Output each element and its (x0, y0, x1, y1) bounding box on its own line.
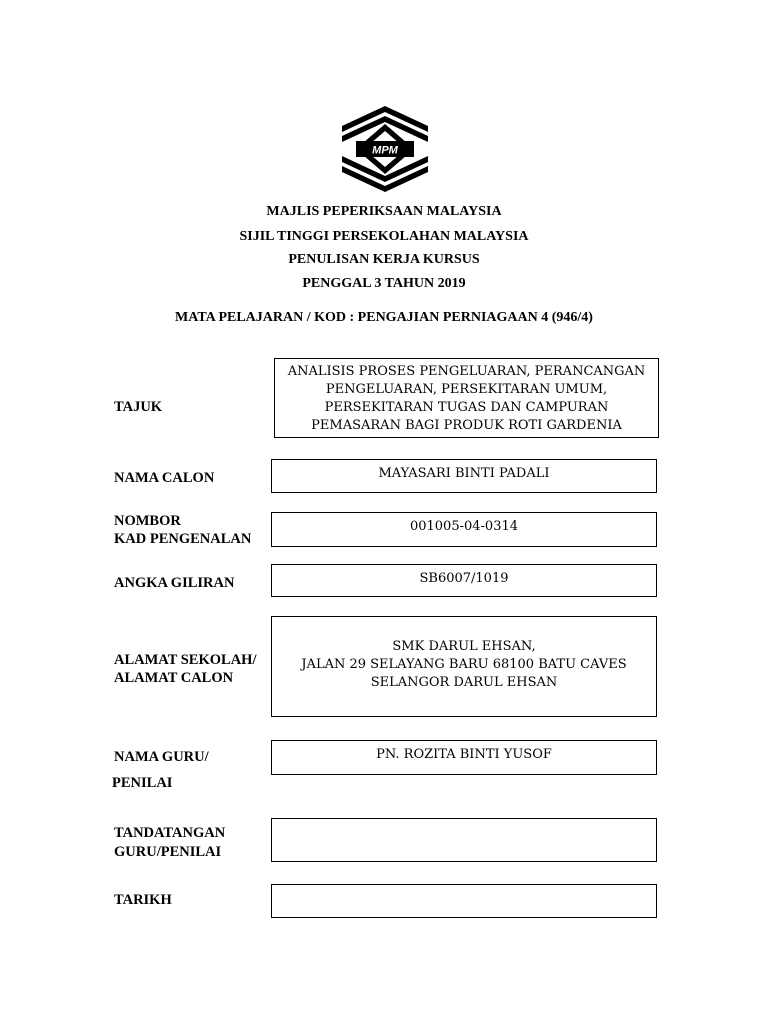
nama-calon-box (271, 459, 657, 493)
penilai-label: PENILAI (112, 775, 173, 791)
alamat-sekolah-label: ALAMAT SEKOLAH/ (114, 652, 257, 668)
tajuk-line-4: PEMASARAN BAGI PRODUK ROTI GARDENIA (311, 418, 622, 433)
tarikh-label: TARIKH (114, 892, 172, 908)
tandatangan-box (271, 818, 657, 862)
header-line-2: SIJIL TINGGI PERSEKOLAHAN MALAYSIA (239, 229, 529, 244)
nama-guru-label: NAMA GURU/ (114, 749, 209, 765)
angka-giliran-label: ANGKA GILIRAN (114, 575, 235, 591)
kad-pengenalan-label: KAD PENGENALAN (114, 531, 252, 547)
alamat-line-1: SMK DARUL EHSAN, (392, 639, 536, 654)
nombor-label: NOMBOR (114, 513, 181, 529)
nama-calon-value: MAYASARI BINTI PADALI (378, 466, 550, 481)
angka-giliran-box (271, 564, 657, 597)
angka-giliran-value: SB6007/1019 (419, 571, 509, 586)
tajuk-line-2: PENGELUARAN, PERSEKITARAN UMUM, (325, 382, 608, 397)
guru-penilai-label: GURU/PENILAI (114, 844, 222, 860)
alamat-calon-label: ALAMAT CALON (114, 670, 234, 686)
nama-guru-box (271, 740, 657, 775)
alamat-line-2: JALAN 29 SELAYANG BARU 68100 BATU CAVES (301, 657, 627, 672)
alamat-line-3: SELANGOR DARUL EHSAN (370, 675, 558, 690)
header-line-3: PENULISAN KERJA KURSUS (288, 252, 480, 267)
subject-line: MATA PELAJARAN / KOD : PENGAJIAN PERNIAGAAN 4 (946/4) (175, 310, 593, 325)
header-line-4: PENGGAL 3 TAHUN 2019 (302, 276, 466, 291)
alamat-box (271, 616, 657, 717)
nama-guru-value: PN. ROZITA BINTI YUSOF (376, 747, 552, 762)
logo-text: MPM (372, 144, 398, 157)
header-line-1: MAJLIS PEPERIKSAAN MALAYSIA (266, 204, 502, 219)
mpm-logo-icon (342, 106, 428, 192)
nama-calon-label: NAMA CALON (114, 470, 215, 486)
tajuk-box (274, 358, 659, 438)
tajuk-line-1: ANALISIS PROSES PENGELUARAN, PERANCANGAN (287, 364, 646, 379)
tajuk-label: TAJUK (114, 399, 163, 415)
tandatangan-label: TANDATANGAN (114, 825, 226, 841)
kad-pengenalan-box (271, 512, 657, 547)
tajuk-line-3: PERSEKITARAN TUGAS DAN CAMPURAN (324, 400, 609, 415)
tarikh-box (271, 884, 657, 918)
kad-pengenalan-value: 001005-04-0314 (409, 519, 519, 534)
